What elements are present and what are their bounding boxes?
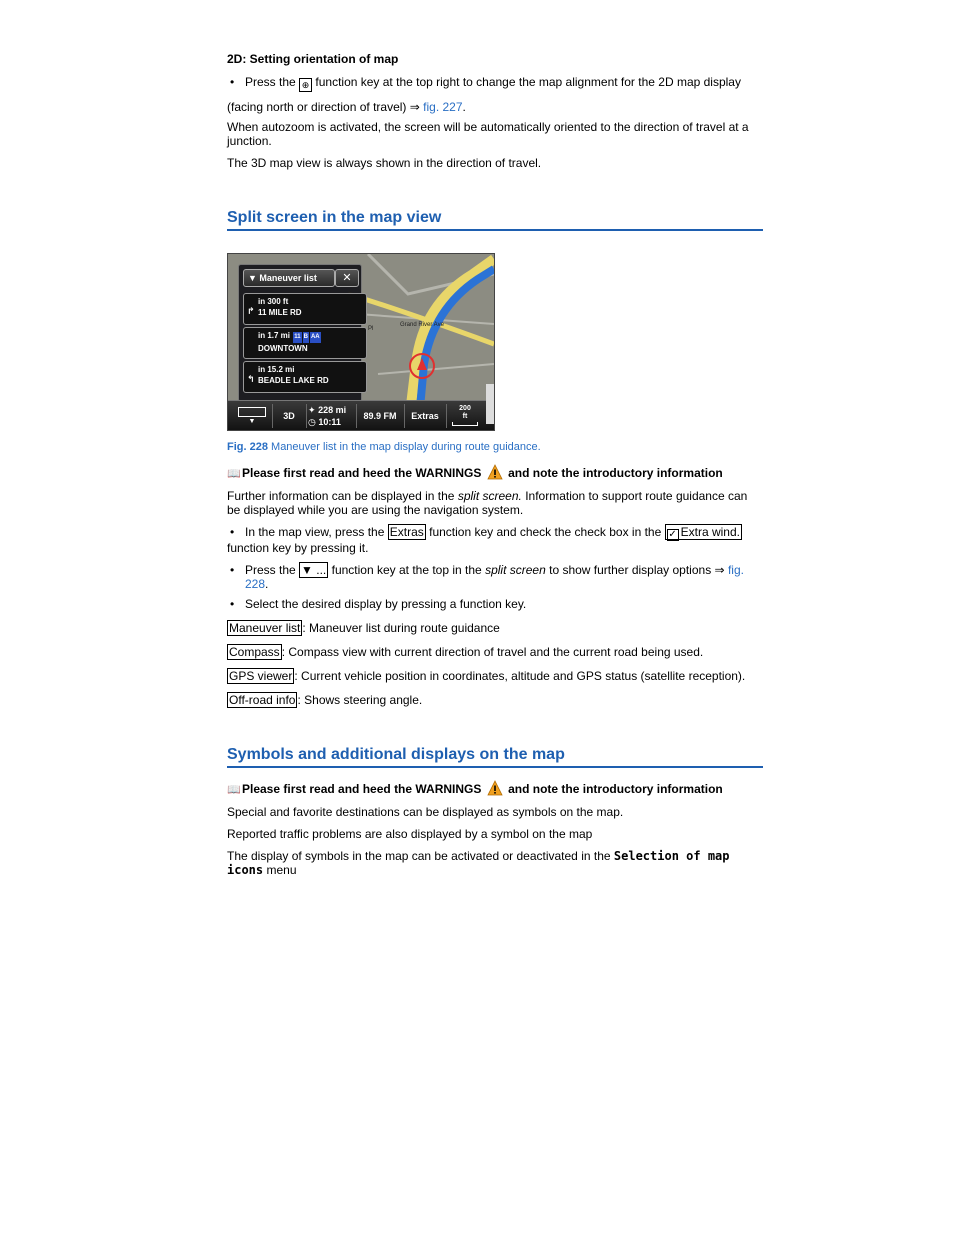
extras-key[interactable]: Extras [389,525,424,539]
book-icon: 📖 [227,784,241,796]
selection-of-map-icons-menu[interactable]: Selection of map icons [227,849,730,877]
figure-id-tag [486,384,494,424]
extra-wind-key[interactable]: ✓ Extra wind. [665,524,742,540]
split-screen-button[interactable]: ▼ [234,403,270,429]
option-compass: Compass : Compass view with current direction of travel and the current road being used. [229,645,704,659]
compass-key[interactable]: Compass [229,645,280,659]
street-label-2: Pl [368,326,374,332]
maneuver-item[interactable]: in 1.7 mi 11 B AA DOWNTOWN [243,327,367,359]
split-options-key[interactable]: ▼ ... [301,563,327,577]
maneuver-list-key[interactable]: Maneuver list [229,621,301,635]
view-3d-button[interactable]: 3D [283,411,295,421]
fig-228-link[interactable]: fig. 228 [245,563,744,591]
map-bottom-bar [228,400,494,431]
route-badge: B [303,332,309,343]
warning-icon [487,780,503,796]
bullet-split-options: • Press the ▼ ... function key at the top in the split screen to show further display options ⇒ fig. 228. [227,563,763,591]
subheading-2d-orientation: 2D: Setting orientation of map [227,52,399,66]
figure-caption: Fig. 228 Maneuver list in the map display during route guidance. [227,441,541,453]
figure-228-maneuver-list [227,253,495,431]
close-button[interactable]: ✕ [335,269,359,287]
route-badge: AA [310,332,321,343]
option-maneuver-list: Maneuver list : Maneuver list during route guidance [229,621,500,635]
gps-viewer-key[interactable]: GPS viewer [229,669,293,683]
route-info-button[interactable]: ✦ 228 mi ◷ 10:11 [308,405,347,427]
option-gps-viewer: GPS viewer : Current vehicle position in coordinates, altitude and GPS status (satellite reception). [229,669,746,683]
route-badge: 11 [293,332,301,343]
maneuver-item[interactable]: ↱ in 300 ft 11 MILE RD [243,293,367,325]
bullet-select-display: • Select the desired display by pressing a function key. [227,597,763,611]
destination-icon: ✦ [308,405,316,415]
maneuver-list-panel [238,264,362,402]
bullet-extras: • In the map view, press the Extras function key and check the check box in the ✓ Extra wind. [227,525,763,541]
zoom-scale-button[interactable]: 200 ft [448,403,482,431]
manual-page [227,52,763,877]
street-label: Grand River Ave [400,322,444,328]
checkbox-checked-icon: ✓ [668,529,677,540]
warning-icon [487,464,503,480]
split-screen-paragraph: Further information can be displayed in the split screen. Information to support route guidance can be displayed while you are using the navigation system. [227,489,748,517]
book-icon: 📖 [227,468,241,480]
turn-right-icon: ↱ [247,306,255,316]
maneuver-list-dropdown-button[interactable]: ▼ Maneuver list [243,269,335,287]
3d-view-paragraph: The 3D map view is always shown in the direction of travel. [227,156,542,170]
radio-button[interactable]: 89.9 FM [363,411,397,421]
symbols-paragraph-1: Special and favorite destinations can be displayed as symbols on the map. [227,805,624,819]
symbols-paragraph-2: Reported traffic problems are also displayed by a symbol on the map [227,827,593,841]
option-off-road-info: Off-road info : Shows steering angle. [229,693,423,707]
intro-warning-line-2: 📖Please first read and heed the WARNINGS and note the introductory information [227,782,723,796]
clock-icon: ◷ [308,417,316,427]
turn-left-icon: ↰ [247,374,255,384]
bullet-press-orientation: • Press the ⊕ function key at the top right to change the map alignment for the 2D map display [227,75,763,92]
autozoom-paragraph: When autozoom is activated, the screen will be automatically oriented to the direction of travel at a junction. [227,120,749,148]
intro-warning-line: 📖Please first read and heed the WARNINGS and note the introductory information [227,466,723,480]
fig-227-link[interactable]: fig. 227 [423,100,463,114]
bullet-extras-continuation: function key by pressing it. [227,541,369,555]
section-title-symbols: Symbols and additional displays on the map [227,745,763,768]
maneuver-item[interactable]: ↰ in 15.2 mi BEADLE LAKE RD [243,361,367,393]
north-up-icon: ⊕ [299,78,312,92]
symbols-paragraph-3: The display of symbols in the map can be activated or deactivated in the Selection of map icons menu [227,849,730,877]
off-road-info-key[interactable]: Off-road info [229,693,296,707]
extras-button[interactable]: Extras [411,411,439,421]
section-title-split-screen: Split screen in the map view [227,208,763,231]
bullet-continuation: (facing north or direction of travel) ⇒ fig. 227. [227,100,466,114]
